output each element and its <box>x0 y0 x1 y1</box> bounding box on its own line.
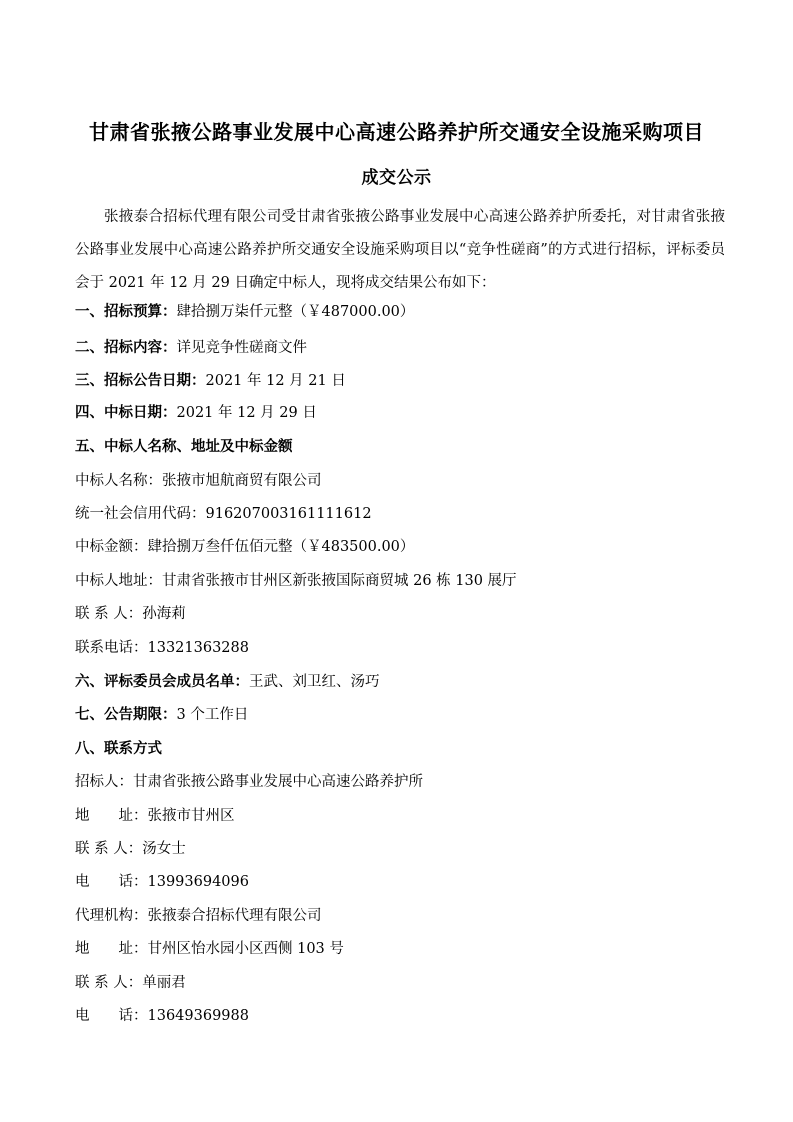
section-announce-date: 三、招标公告日期：2021 年 12 月 21 日 <box>75 373 346 389</box>
tenderer-address: 张掖市甘州区 <box>147 808 235 824</box>
tenderer-address-row <box>75 806 235 826</box>
winner-phone-label: 联系电话： <box>75 640 148 656</box>
tenderer-contact-row <box>75 839 186 859</box>
section-heading: 二、招标内容 <box>75 340 162 356</box>
tenderer-address-label: 地 址： <box>75 808 148 824</box>
agency-contact-label: 联 系 人： <box>75 975 143 991</box>
tenderer-phone-label: 电 话： <box>75 874 148 890</box>
tenderer-contact-label: 联 系 人： <box>75 841 143 857</box>
tenderer-contact: 汤女士 <box>142 841 186 857</box>
winning-amount-label: 中标金额： <box>75 539 148 555</box>
tenderer-label: 招标人： <box>75 774 133 790</box>
agency-address-label: 地 址： <box>75 941 148 957</box>
winner-contact: 孙海莉 <box>142 606 186 622</box>
award-date-value: 2021 年 12 月 29 日 <box>176 405 317 421</box>
section-heading: 六、评标委员会成员名单 <box>75 674 235 690</box>
winner-contact-row <box>75 604 186 624</box>
announce-date-value: 2021 年 12 月 21 日 <box>205 373 346 389</box>
credit-code-row <box>75 504 372 524</box>
section-winner-heading: 五、中标人名称、地址及中标金额 <box>75 439 293 455</box>
committee-members: 王武、刘卫红、汤巧 <box>249 674 380 690</box>
document-subtitle: 成交公示 <box>361 168 432 188</box>
winner-address-row <box>75 571 517 591</box>
winner-name: 张掖市旭航商贸有限公司 <box>162 473 322 489</box>
period-value: 3 个工作日 <box>176 707 249 723</box>
winning-amount-row <box>75 537 414 557</box>
winner-phone-row <box>75 638 249 658</box>
agency-address-row <box>75 939 344 959</box>
credit-code: 916207003161111612 <box>205 506 372 522</box>
agency-address: 甘州区怡水园小区西侧 103 号 <box>147 941 344 957</box>
agency-label: 代理机构： <box>75 908 148 924</box>
section-award-date: 四、中标日期：2021 年 12 月 29 日 <box>75 405 317 421</box>
winning-amount: 肆拾捌万叁仟伍佰元整（￥483500.00） <box>147 539 415 555</box>
section-budget: 一、招标预算：肆拾捌万柒仟元整（￥487000.00） <box>75 304 415 320</box>
tenderer-name: 甘肃省张掖公路事业发展中心高速公路养护所 <box>133 774 423 790</box>
tenderer-phone-row <box>75 872 249 892</box>
section-heading: 七、公告期限 <box>75 707 162 723</box>
intro-paragraph: 张掖泰合招标代理有限公司受甘肃省张掖公路事业发展中心高速公路养护所委托，对甘肃省张掖公路事业发展中心高速公路养护所交通安全设施采购项目以“竞争性磋商”的方式进行招标，评标委员会于 2021 年 12 月 29 日确定中标人，现将成交结果公布如下： <box>75 209 725 291</box>
agency-name: 张掖泰合招标代理有限公司 <box>147 908 322 924</box>
section-heading: 三、招标公告日期 <box>75 373 191 389</box>
section-heading: 四、中标日期 <box>75 405 162 421</box>
agency-phone-label: 电 话： <box>75 1008 148 1024</box>
agency-contact-row <box>75 973 186 993</box>
budget-value: 肆拾捌万柒仟元整（￥487000.00） <box>176 304 415 320</box>
agency-phone: 13649369988 <box>147 1008 249 1024</box>
tenderer-phone: 13993694096 <box>147 874 249 890</box>
content-value: 详见竞争性磋商文件 <box>176 340 307 356</box>
winner-phone: 13321363288 <box>147 640 249 656</box>
section-contact-heading: 八、联系方式 <box>75 741 162 757</box>
agency-row <box>75 906 322 926</box>
section-period: 七、公告期限：3 个工作日 <box>75 707 249 723</box>
winner-address: 甘肃省张掖市甘州区新张掖国际商贸城 26 栋 130 展厅 <box>162 573 517 589</box>
winner-address-label: 中标人地址： <box>75 573 162 589</box>
section-content: 二、招标内容：详见竞争性磋商文件 <box>75 340 307 356</box>
document-title: 甘肃省张掖公路事业发展中心高速公路养护所交通安全设施采购项目 <box>89 120 704 144</box>
tenderer-row <box>75 772 423 792</box>
winner-name-row <box>75 471 322 491</box>
winner-name-label: 中标人名称： <box>75 473 162 489</box>
credit-code-label: 统一社会信用代码： <box>75 506 206 522</box>
winner-contact-label: 联 系 人： <box>75 606 143 622</box>
section-committee: 六、评标委员会成员名单：王武、刘卫红、汤巧 <box>75 674 380 690</box>
agency-phone-row <box>75 1006 249 1026</box>
section-heading: 一、招标预算 <box>75 304 162 320</box>
agency-contact: 单丽君 <box>142 975 186 991</box>
